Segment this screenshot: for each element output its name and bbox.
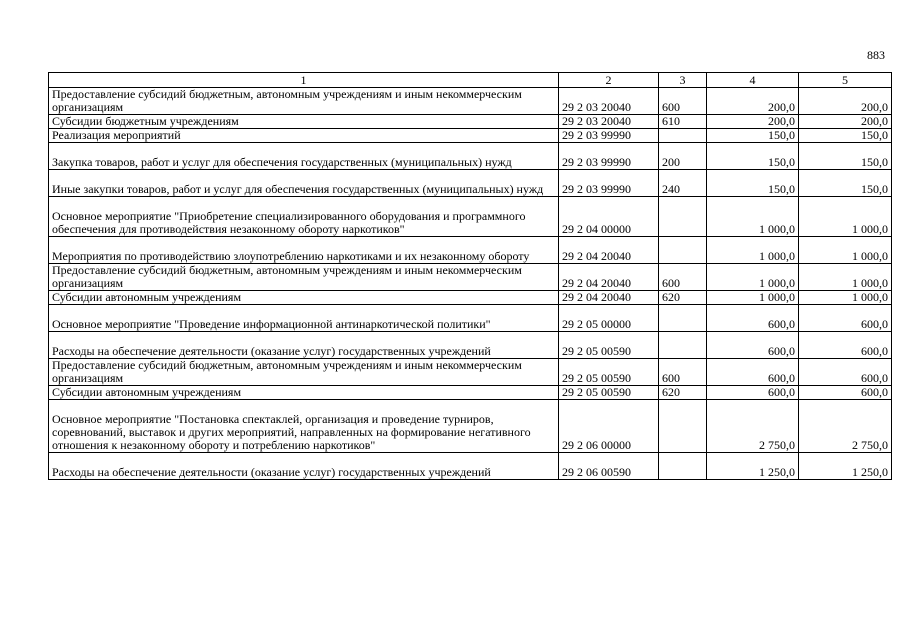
row-name: Расходы на обеспечение деятельности (оказание услуг) государственных учреждений: [49, 332, 559, 359]
table-row: [49, 88, 892, 115]
row-expense-type: 240: [659, 170, 707, 197]
table-row: [49, 237, 892, 264]
row-value-5: 200,0: [799, 115, 892, 129]
table-row: [49, 197, 892, 237]
row-value-4: 1 000,0: [707, 197, 799, 237]
row-name: Закупка товаров, работ и услуг для обеспечения государственных (муниципальных) нужд: [49, 143, 559, 170]
row-value-5: 200,0: [799, 88, 892, 115]
row-expense-type: 610: [659, 115, 707, 129]
row-value-5: 150,0: [799, 143, 892, 170]
row-value-4: 2 750,0: [707, 400, 799, 453]
row-name: Реализация мероприятий: [49, 129, 559, 143]
row-code: 29 2 03 20040: [559, 88, 659, 115]
row-expense-type: [659, 197, 707, 237]
row-value-4: 600,0: [707, 386, 799, 400]
row-expense-type: [659, 237, 707, 264]
row-value-4: 1 250,0: [707, 453, 799, 480]
table-row: [49, 264, 892, 291]
row-expense-type: 600: [659, 88, 707, 115]
row-code: 29 2 03 99990: [559, 129, 659, 143]
column-header-3: 3: [659, 73, 707, 88]
row-value-5: 1 000,0: [799, 264, 892, 291]
table-row: [49, 305, 892, 332]
row-name: Основное мероприятие "Проведение информационной антинаркотической политики": [49, 305, 559, 332]
row-name: Предоставление субсидий бюджетным, автономным учреждениям и иным некоммерческим организациям: [49, 264, 559, 291]
row-name: Основное мероприятие "Приобретение специализированного оборудования и программного обеспечения для противодействия незаконному обороту наркотиков": [49, 197, 559, 237]
table-header-row: [49, 73, 892, 88]
row-code: 29 2 03 99990: [559, 170, 659, 197]
row-value-5: 600,0: [799, 305, 892, 332]
row-name: Субсидии автономным учреждениям: [49, 291, 559, 305]
row-name: Предоставление субсидий бюджетным, автономным учреждениям и иным некоммерческим организациям: [49, 88, 559, 115]
row-value-4: 200,0: [707, 88, 799, 115]
table-row: [49, 386, 892, 400]
table-row: [49, 359, 892, 386]
row-name: Субсидии автономным учреждениям: [49, 386, 559, 400]
row-code: 29 2 04 00000: [559, 197, 659, 237]
table-row: [49, 143, 892, 170]
row-value-5: 600,0: [799, 359, 892, 386]
row-value-5: 1 000,0: [799, 197, 892, 237]
row-code: 29 2 06 00590: [559, 453, 659, 480]
table-row: [49, 129, 892, 143]
row-value-4: 200,0: [707, 115, 799, 129]
table-row: [49, 115, 892, 129]
row-value-5: 2 750,0: [799, 400, 892, 453]
budget-table: [48, 72, 892, 480]
row-value-5: 600,0: [799, 332, 892, 359]
row-value-4: 1 000,0: [707, 291, 799, 305]
row-expense-type: [659, 305, 707, 332]
row-name: Основное мероприятие "Постановка спектаклей, организация и проведение турниров, соревнований, выставок и других мероприятий, направленных на формирование негативного отношения к незаконному обороту и потреблению наркотиков": [49, 400, 559, 453]
table-row: [49, 400, 892, 453]
table-row: [49, 170, 892, 197]
row-expense-type: 600: [659, 359, 707, 386]
row-expense-type: 620: [659, 386, 707, 400]
row-value-5: 150,0: [799, 129, 892, 143]
row-expense-type: [659, 453, 707, 480]
row-name: Мероприятия по противодействию злоупотреблению наркотиками и их незаконному обороту: [49, 237, 559, 264]
row-value-5: 600,0: [799, 386, 892, 400]
row-name: Иные закупки товаров, работ и услуг для обеспечения государственных (муниципальных) нужд: [49, 170, 559, 197]
row-value-4: 600,0: [707, 359, 799, 386]
row-expense-type: 600: [659, 264, 707, 291]
row-expense-type: [659, 400, 707, 453]
row-value-4: 150,0: [707, 129, 799, 143]
row-code: 29 2 05 00590: [559, 386, 659, 400]
table-row: [49, 332, 892, 359]
row-expense-type: 200: [659, 143, 707, 170]
row-value-4: 600,0: [707, 332, 799, 359]
row-value-4: 150,0: [707, 143, 799, 170]
row-code: 29 2 05 00000: [559, 305, 659, 332]
row-value-5: 1 000,0: [799, 237, 892, 264]
row-code: 29 2 06 00000: [559, 400, 659, 453]
row-value-5: 150,0: [799, 170, 892, 197]
column-header-5: 5: [799, 73, 892, 88]
column-header-4: 4: [707, 73, 799, 88]
row-value-4: 600,0: [707, 305, 799, 332]
row-expense-type: [659, 332, 707, 359]
row-code: 29 2 04 20040: [559, 291, 659, 305]
column-header-1: 1: [49, 73, 559, 88]
row-value-5: 1 250,0: [799, 453, 892, 480]
row-code: 29 2 04 20040: [559, 237, 659, 264]
row-name: Субсидии бюджетным учреждениям: [49, 115, 559, 129]
table-row: [49, 291, 892, 305]
row-code: 29 2 03 20040: [559, 115, 659, 129]
row-name: Расходы на обеспечение деятельности (оказание услуг) государственных учреждений: [49, 453, 559, 480]
row-code: 29 2 05 00590: [559, 359, 659, 386]
row-value-5: 1 000,0: [799, 291, 892, 305]
table-row: [49, 453, 892, 480]
row-code: 29 2 03 99990: [559, 143, 659, 170]
page-number: 883: [867, 48, 885, 62]
row-expense-type: [659, 129, 707, 143]
row-value-4: 150,0: [707, 170, 799, 197]
column-header-2: 2: [559, 73, 659, 88]
row-value-4: 1 000,0: [707, 264, 799, 291]
row-value-4: 1 000,0: [707, 237, 799, 264]
row-expense-type: 620: [659, 291, 707, 305]
row-name: Предоставление субсидий бюджетным, автономным учреждениям и иным некоммерческим организациям: [49, 359, 559, 386]
row-code: 29 2 05 00590: [559, 332, 659, 359]
row-code: 29 2 04 20040: [559, 264, 659, 291]
